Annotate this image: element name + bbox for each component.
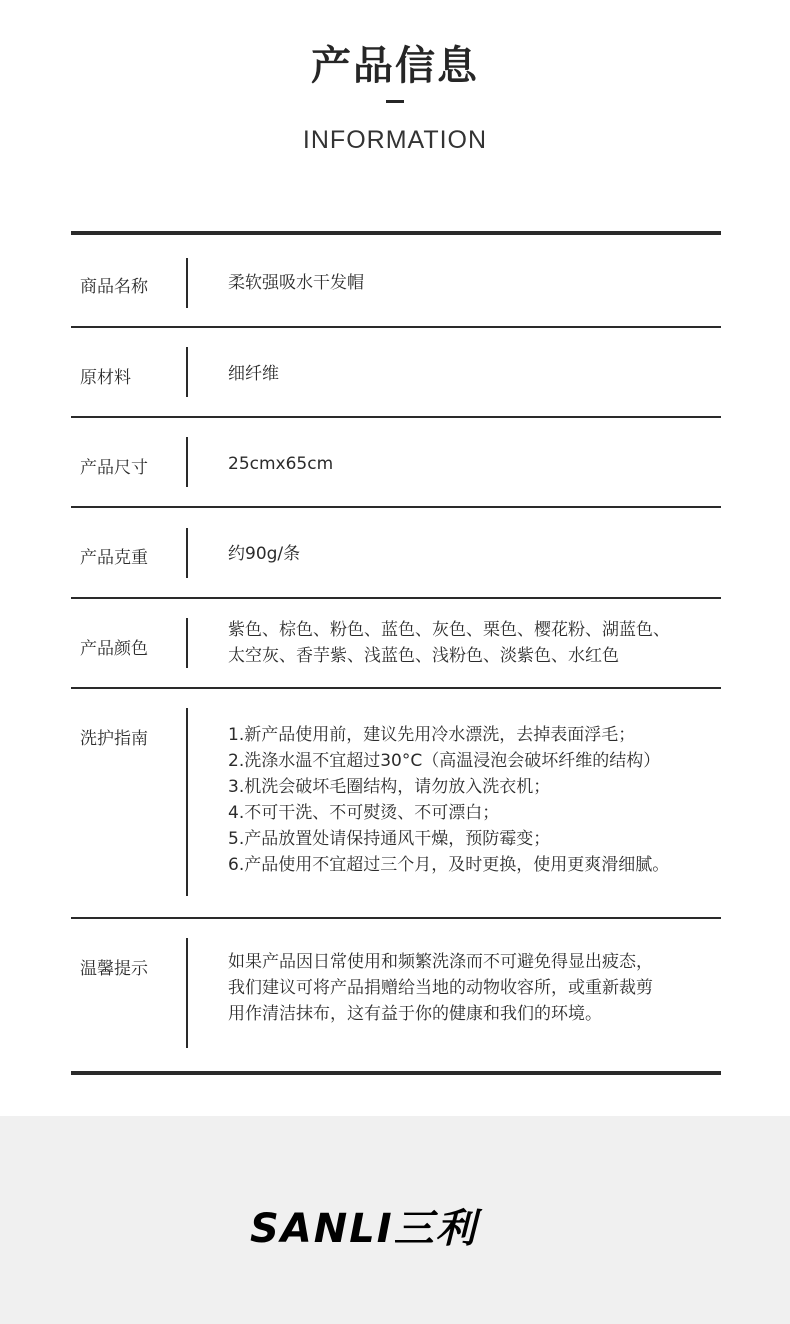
value-line: 2.洗涤水温不宜超过30°C（高温浸泡会破坏纤维的结构） bbox=[228, 751, 661, 771]
value-line: 我们建议可将产品捐赠给当地的动物收容所，或重新裁剪 bbox=[228, 978, 653, 998]
row-label: 产品克重 bbox=[80, 548, 148, 568]
value-line: 如果产品因日常使用和频繁洗涤而不可避免得显出疲态， bbox=[228, 952, 653, 972]
table-row bbox=[71, 508, 721, 599]
table-row bbox=[71, 599, 721, 689]
row-value bbox=[228, 722, 669, 878]
row-value bbox=[228, 451, 333, 477]
row-label: 商品名称 bbox=[80, 277, 148, 297]
row-label: 产品尺寸 bbox=[80, 458, 148, 478]
value-line: 柔软强吸水干发帽 bbox=[228, 273, 364, 293]
row-separator bbox=[186, 938, 188, 1048]
table-row bbox=[71, 328, 721, 418]
row-label: 产品颜色 bbox=[80, 639, 148, 659]
value-line: 紫色、棕色、粉色、蓝色、灰色、栗色、樱花粉、湖蓝色、 bbox=[228, 620, 670, 640]
row-label: 温馨提示 bbox=[80, 959, 148, 979]
row-value bbox=[228, 949, 653, 1027]
value-line: 25cmx65cm bbox=[228, 454, 334, 474]
page-header bbox=[0, 0, 790, 232]
row-separator bbox=[186, 708, 188, 896]
row-value bbox=[228, 617, 670, 669]
table-row bbox=[71, 418, 721, 508]
row-separator bbox=[186, 618, 188, 668]
value-line: 4.不可干洗、不可熨烫、不可漂白； bbox=[228, 803, 500, 823]
page-subtitle: INFORMATION bbox=[302, 126, 488, 154]
row-separator bbox=[186, 258, 188, 308]
row-separator bbox=[186, 528, 188, 578]
title-divider bbox=[386, 100, 404, 103]
logo-text: SANLI三利 bbox=[250, 1206, 478, 1252]
product-info-table bbox=[71, 231, 721, 1075]
row-value bbox=[228, 270, 364, 296]
row-label: 原材料 bbox=[80, 368, 131, 388]
brand-logo bbox=[250, 1202, 540, 1252]
page-title: 产品信息 bbox=[311, 43, 479, 89]
row-label: 洗护指南 bbox=[80, 729, 148, 749]
value-line: 太空灰、香芋紫、浅蓝色、浅粉色、淡紫色、水红色 bbox=[228, 646, 619, 666]
footer bbox=[0, 1116, 790, 1324]
value-line: 用作清洁抹布，这有益于你的健康和我们的环境。 bbox=[228, 1004, 602, 1024]
row-value bbox=[228, 541, 300, 567]
row-separator bbox=[186, 347, 188, 397]
row-value bbox=[228, 361, 279, 387]
logo-graphic bbox=[250, 1202, 540, 1252]
value-line: 1.新产品使用前，建议先用冷水漂洗，去掉表面浮毛； bbox=[228, 725, 636, 745]
value-line: 5.产品放置处请保持通风干燥，预防霉变； bbox=[228, 829, 551, 849]
value-line: 3.机洗会破坏毛圈结构，请勿放入洗衣机； bbox=[228, 777, 551, 797]
table-row bbox=[71, 689, 721, 919]
value-line: 6.产品使用不宜超过三个月，及时更换，使用更爽滑细腻。 bbox=[228, 855, 670, 875]
value-line: 约90g/条 bbox=[228, 544, 301, 564]
row-separator bbox=[186, 437, 188, 487]
table-row bbox=[71, 235, 721, 328]
table-row bbox=[71, 919, 721, 1071]
table-bottom-border bbox=[71, 1071, 721, 1075]
value-line: 细纤维 bbox=[228, 364, 279, 384]
